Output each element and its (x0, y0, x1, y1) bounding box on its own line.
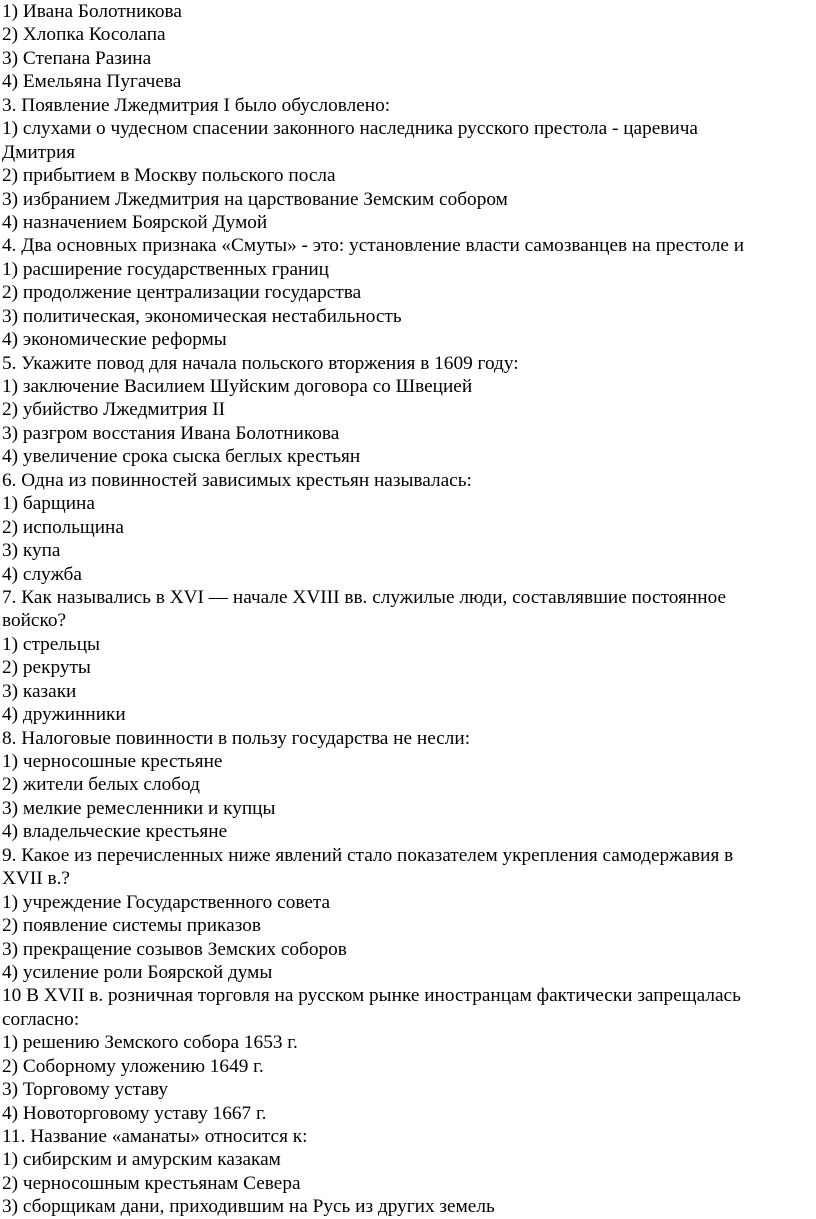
text-line: 3) мелкие ремесленники и купцы (2, 797, 276, 819)
text-line: 2) жители белых слобод (2, 774, 200, 796)
text-line: 3) сборщикам дани, приходившим на Русь из других земель (2, 1196, 495, 1218)
document-body (2, 0, 812, 1219)
question-line: 11. Название «аманаты» относится к: (2, 1126, 308, 1147)
text-line: согласно: (2, 1008, 80, 1030)
text-line: 1) Ивана Болотникова (2, 1, 182, 22)
question-line: 5. Укажите повод для начала польского вторжения в 1609 году: (2, 352, 519, 374)
text-line: 4) служба (2, 563, 82, 585)
text-line: 2) убийство Лжедмитрия II (2, 399, 226, 421)
text-line: 4) владельческие крестьяне (2, 821, 228, 843)
text-line: 2) Хлопка Косолапа (2, 24, 166, 46)
text-line: 1) стрельцы (2, 633, 100, 655)
text-line: 1) слухами о чудесном спасении законного наследника русского престола - царевича (2, 118, 698, 140)
question-line: 8. Налоговые повинности в пользу государства не несли: (2, 727, 471, 749)
text-line: 3) купа (2, 540, 61, 562)
text-line: XVII в.? (2, 868, 70, 890)
text-line: 4) усиление роли Боярской думы (2, 961, 273, 983)
text-line: 4) Новоторговому уставу 1667 г. (2, 1102, 267, 1124)
text-line: 3) казаки (2, 680, 77, 702)
text-line: 3) прекращение созывов Земских соборов (2, 938, 347, 960)
text-line: войско? (2, 610, 67, 632)
text-line: 1) решению Земского собора 1653 г. (2, 1032, 298, 1054)
text-line: 2) появление системы приказов (2, 915, 261, 937)
text-line: 1) учреждение Государственного совета (2, 891, 331, 913)
text-line: 4) дружинники (2, 704, 126, 726)
question-line: 10 В XVII в. розничная торговля на русском рынке иностранцам фактически запрещалась (2, 985, 741, 1007)
text-line: 4) экономические реформы (2, 329, 227, 351)
text-line: 2) прибытием в Москву польского посла (2, 165, 336, 187)
text-line: 2) рекруты (2, 657, 91, 679)
text-line: 3) избранием Лжедмитрия на царствование Земским собором (2, 188, 508, 210)
text-line: 3) политическая, экономическая нестабильность (2, 305, 402, 327)
text-line: 3) Степана Разина (2, 47, 152, 69)
text-line: 1) сибирским и амурским казакам (2, 1149, 281, 1171)
text-line: 1) расширение государственных границ (2, 258, 329, 280)
text-line: 4) увеличение срока сыска беглых крестьян (2, 446, 361, 468)
question-line: 6. Одна из повинностей зависимых крестьян называлась: (2, 469, 472, 491)
question-line: 7. Как назывались в XVI — начале XVIII вв. служилые люди, составлявшие постоянное (2, 586, 726, 608)
text-line: 2) Соборному уложению 1649 г. (2, 1055, 264, 1077)
text-line: Дмитрия (2, 141, 76, 163)
question-line: 3. Появление Лжедмитрия I было обусловлено: (2, 94, 391, 116)
text-line: 3) разгром восстания Ивана Болотникова (2, 422, 340, 444)
text-line: 1) заключение Василием Шуйским договора со Швецией (2, 376, 473, 397)
text-line: 4) назначением Боярской Думой (2, 211, 268, 233)
text-line: 2) продолжение централизации государства (2, 282, 362, 304)
text-line: 3) Торговому уставу (2, 1079, 168, 1101)
text-line: 2) испольщина (2, 516, 124, 538)
question-line: 4. Два основных признака «Смуты» - это: установление власти самозванцев на престоле и (2, 235, 745, 257)
text-line: 1) черносошные крестьяне (2, 751, 223, 772)
text-line: 4) Емельяна Пугачева (2, 71, 182, 93)
question-line: 9. Какое из перечисленных ниже явлений стало показателем укрепления самодержавия в (2, 844, 734, 866)
text-line: 2) черносошным крестьянам Севера (2, 1172, 301, 1194)
text-line: 1) барщина (2, 493, 95, 515)
